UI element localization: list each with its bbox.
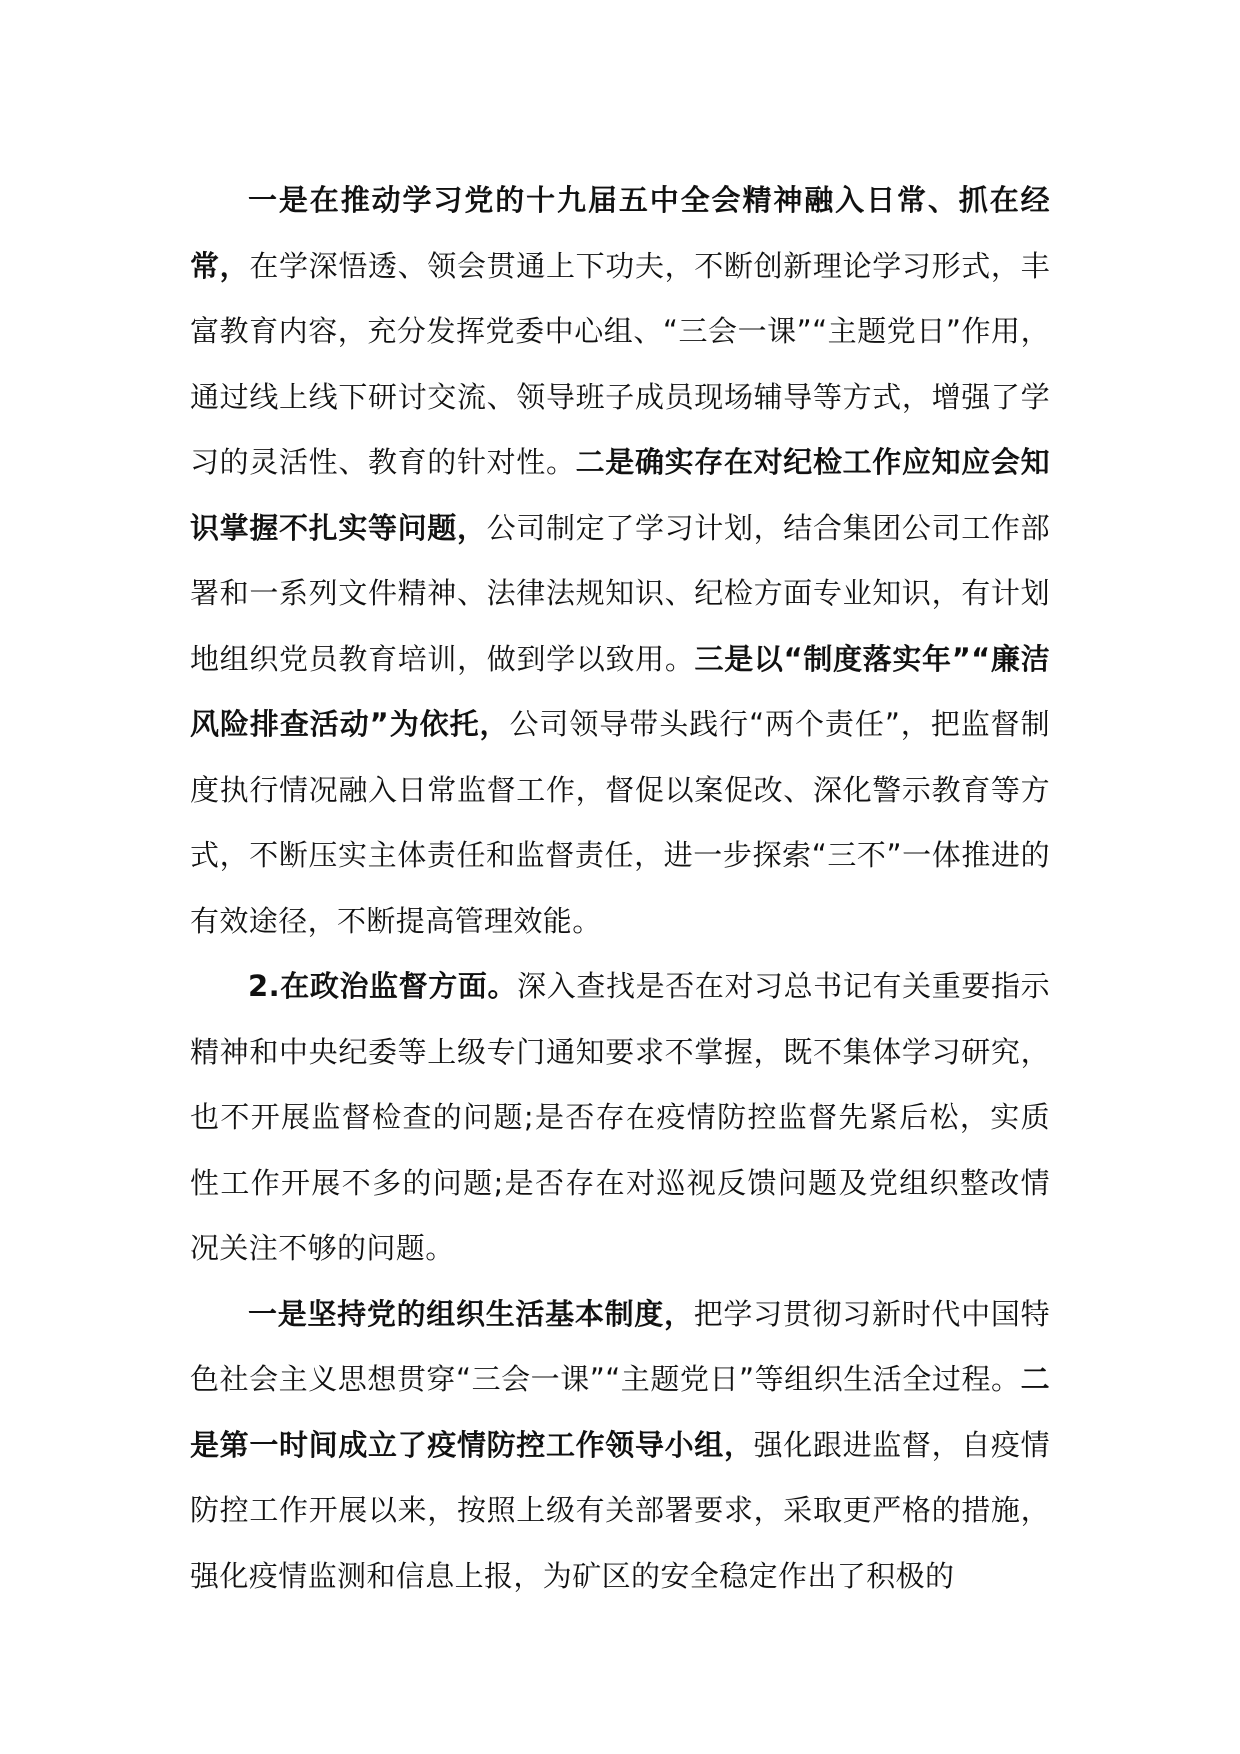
paragraph-2-run-2: 深入查找是否在对习总书记有关重要指示精神和中央纪委等上级专门通知要求不掌握，既不集体学习研究，也不开展监督检查的问题;是否存在疫情防控监督先紧后松，实质性工作开展不多的问题;是否存在对巡视反馈问题及党组织整改情况关注不够的问题。 [190, 969, 1050, 1265]
paragraph-3-run-1: 一是坚持党的组织生活基本制度， [248, 1296, 694, 1331]
paragraph-1-run-5: 三是以“制度落实年”“廉洁风险排查活动”为依托， [190, 641, 1050, 741]
paragraph-3-run-4: 强化跟进监督，自疫情防控工作开展以来，按照上级有关部署要求，采取更严格的措施，强化疫情监测和信息上报，为矿区的安全稳定作出了积极的 [190, 1427, 1050, 1593]
paragraph-2 [190, 954, 1050, 1282]
paragraph-3-run-2: 把学习贯彻习新时代中国特色社会主义思想贯穿“三会一课”“主题党日”等组织生活全过程。 [190, 1296, 1050, 1396]
paragraph-1-run-6: 公司领导带头践行“两个责任”，把监督制度执行情况融入日常监督工作，督促以案促改、深化警示教育等方式，不断压实主体责任和监督责任，进一步探索“三不”一体推进的有效途径，不断提高管理效能。 [190, 707, 1050, 938]
paragraph-1-run-3: 二是确实存在对纪检工作应知应会知识掌握不扎实等问题， [190, 445, 1051, 545]
paragraph-1-run-1: 一是在推动学习党的十九届五中全会精神融入日常、抓在经常， [190, 183, 1050, 283]
paragraph-1-run-4: 公司制定了学习计划，结合集团公司工作部署和一系列文件精神、法律法规知识、纪检方面专业知识，有计划地组织党员教育培训，做到学以致用。 [190, 510, 1050, 676]
paragraph-3-run-3: 二是第一时间成立了疫情防控工作领导小组， [190, 1362, 1050, 1462]
document-body [190, 168, 1050, 1609]
paragraph-3 [190, 1282, 1050, 1610]
paragraph-1 [190, 168, 1050, 954]
paragraph-2-run-1: 2.在政治监督方面。 [248, 969, 518, 1003]
paragraph-1-run-2: 在学深悟透、领会贯通上下功夫，不断创新理论学习形式，丰富教育内容，充分发挥党委中心组、“三会一课”“主题党日”作用，通过线上线下研讨交流、领导班子成员现场辅导等方式，增强了学习的灵活性、教育的针对性。 [190, 248, 1050, 479]
